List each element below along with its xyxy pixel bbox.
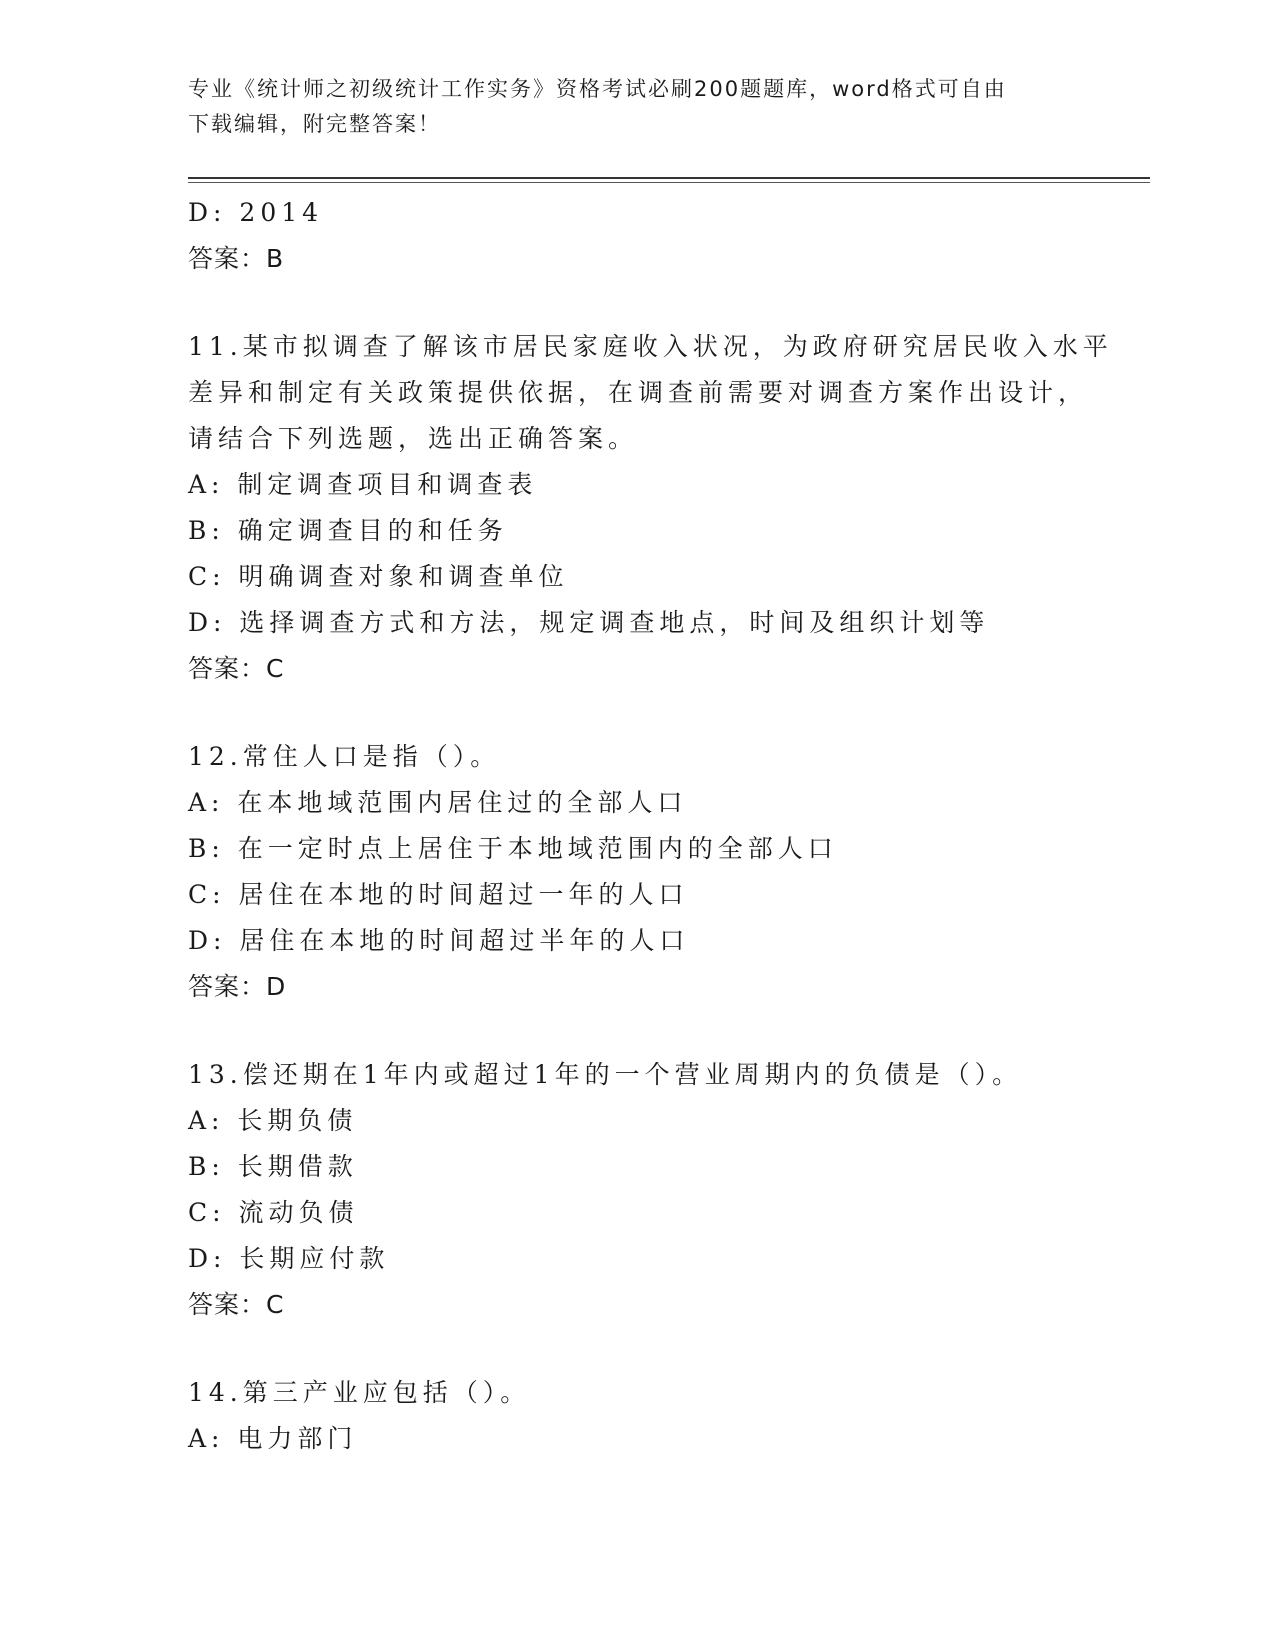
block-spacer xyxy=(188,692,1108,734)
header-line-1: 专业《统计师之初级统计工作实务》资格考试必刷200题题库，word格式可自由 xyxy=(188,77,1007,101)
option-line: C: 居住在本地的时间超过一年的人口 xyxy=(188,880,689,909)
question-block xyxy=(188,324,1113,692)
option-line: A: 长期负债 xyxy=(188,1106,358,1135)
header-divider-thin xyxy=(188,182,1150,183)
option-line: D: 居住在本地的时间超过半年的人口 xyxy=(188,926,690,955)
question-list xyxy=(188,190,1113,1462)
option-line: B: 在一定时点上居住于本地域范围内的全部人口 xyxy=(188,834,838,863)
document-header xyxy=(188,72,1068,142)
option-line: A: 电力部门 xyxy=(188,1424,358,1453)
question-stem: 请结合下列选题，选出正确答案。 xyxy=(188,424,639,453)
answer-line: 答案：C xyxy=(188,1290,285,1319)
question-stem: 14.第三产业应包括（）。 xyxy=(188,1378,531,1407)
option-line: B: 长期借款 xyxy=(188,1152,358,1181)
question-stem: 差异和制定有关政策提供依据，在调查前需要对调查方案作出设计， xyxy=(188,378,1089,407)
option-line: B: 确定调查目的和任务 xyxy=(188,516,508,545)
question-stem: 11.某市拟调查了解该市居民家庭收入状况，为政府研究居民收入水平 xyxy=(188,332,1113,361)
header-divider-thick xyxy=(188,177,1150,179)
answer-line: 答案：B xyxy=(188,244,285,273)
option-line: A: 制定调查项目和调查表 xyxy=(188,470,538,499)
option-line: D: 2014 xyxy=(188,198,324,227)
block-spacer xyxy=(188,282,1108,324)
block-spacer xyxy=(188,1010,1108,1052)
header-line-2: 下载编辑，附完整答案！ xyxy=(188,112,441,136)
question-block xyxy=(188,1052,1108,1328)
question-stem: 12.常住人口是指（）。 xyxy=(188,742,501,771)
answer-line: 答案：D xyxy=(188,972,287,1001)
question-block xyxy=(188,734,1108,1010)
option-line: D: 长期应付款 xyxy=(188,1244,390,1273)
question-block xyxy=(188,190,1108,282)
option-line: D: 选择调查方式和方法，规定调查地点，时间及组织计划等 xyxy=(188,608,990,637)
question-block xyxy=(188,1370,1108,1462)
block-spacer xyxy=(188,1328,1108,1370)
question-stem: 13.偿还期在1年内或超过1年的一个营业周期内的负债是（）。 xyxy=(188,1060,1023,1089)
option-line: C: 流动负债 xyxy=(188,1198,359,1227)
option-line: A: 在本地域范围内居住过的全部人口 xyxy=(188,788,688,817)
option-line: C: 明确调查对象和调查单位 xyxy=(188,562,569,591)
answer-line: 答案：C xyxy=(188,654,285,683)
